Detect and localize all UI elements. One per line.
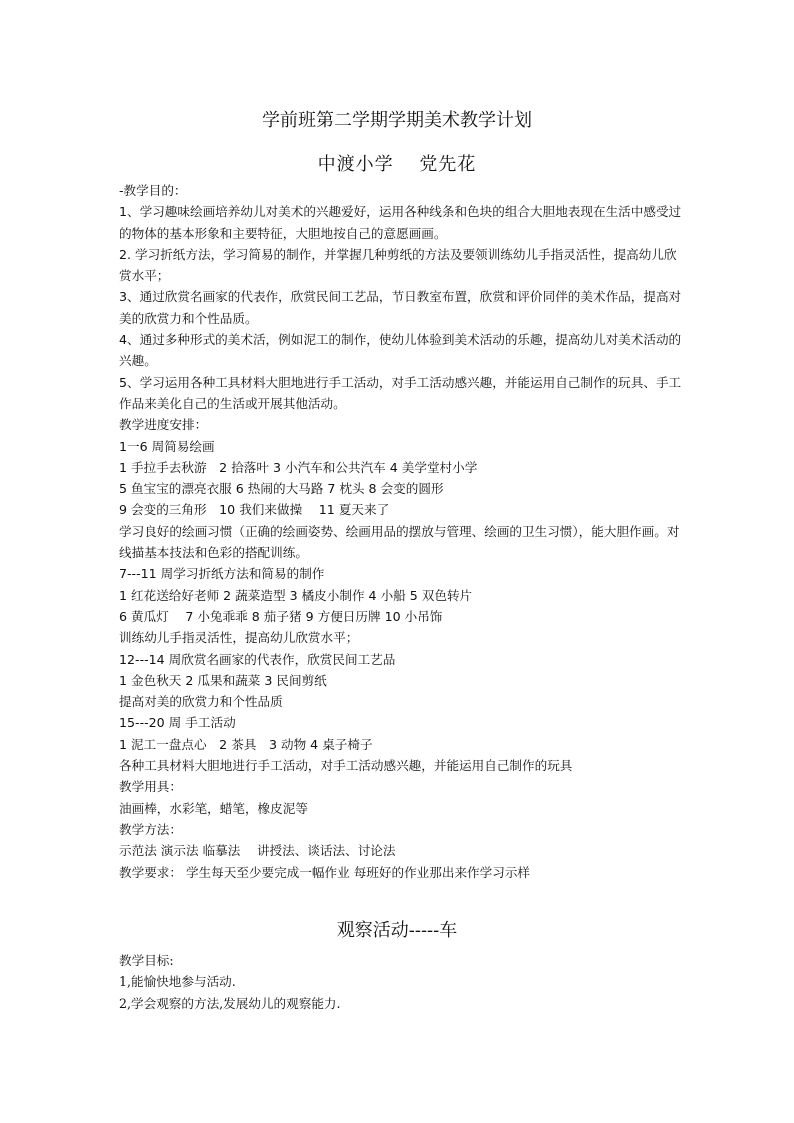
lesson-list: 9 会变的三角形 10 我们来做操 11 夏天来了: [119, 502, 390, 518]
goal-item: 2. 学习折纸方法，学习简易的制作，并掌握几种剪纸的方法及要领训练幼儿手指灵活性，提高幼儿欣赏水平；: [119, 246, 677, 284]
lesson-list: 6 黄瓜灯 7 小兔乖乖 8 茄子猪 9 方便日历牌 10 小吊饰: [119, 608, 443, 624]
tools-heading: 教学用具：: [119, 779, 182, 795]
methods-heading: 教学方法：: [119, 821, 182, 837]
goals2-heading: 教学目标:: [119, 953, 174, 968]
observation-body: [119, 950, 684, 1014]
week-range-heading: 1一6 周简易绘画: [119, 438, 215, 454]
goal2-item: 1,能愉快地参与活动.: [119, 974, 236, 990]
week-note: 提高对美的欣赏力和个性品质: [119, 694, 283, 710]
week-range-heading: 12---14 周欣赏名画家的代表作，欣赏民间工艺品: [119, 651, 396, 667]
goal-item: 5、学习运用各种工具材料大胆地进行手工活动，对手工活动感兴趣，并能运用自己制作的玩具、手工作品来美化自己的生活或开展其他活动。: [119, 374, 682, 411]
lesson-list: 1 金色秋天 2 瓜果和蔬菜 3 民间剪纸: [119, 672, 327, 688]
schedule-heading: 教学进度安排：: [119, 417, 208, 433]
lesson-list: 1 手拉手去秋游 2 拾落叶 3 小汽车和公共汽车 4 美学堂村小学: [119, 459, 478, 475]
goal2-item: 2,学会观察的方法,发展幼儿的观察能力.: [119, 995, 341, 1011]
section-title: 观察活动-----车: [336, 920, 458, 941]
plan-body: [119, 180, 684, 883]
tools-list: 油画棒，水彩笔，蜡笔，橡皮泥等: [119, 800, 308, 816]
author-line: 中渡小学 党先花: [317, 154, 477, 175]
requirements-line: 教学要求： 学生每天至少要完成一幅作业 每班好的作业那出来作学习示样: [119, 864, 531, 880]
week-range-heading: 15---20 周 手工活动: [119, 715, 236, 731]
document-title: 学前班第二学期学期美术教学计划: [262, 110, 532, 131]
goal-item: 1、学习趣味绘画培养幼儿对美术的兴趣爱好，运用各种线条和色块的组合大胆地表现在生活中感受过的物体的基本形象和主要特征，大胆地按自己的意愿画画。: [119, 204, 682, 241]
lesson-list: 1 红花送给好老师 2 蔬菜造型 3 橘皮小制作 4 小船 5 双色转片: [119, 587, 473, 603]
lesson-list: 5 鱼宝宝的漂亮衣服 6 热闹的大马路 7 枕头 8 会变的圆形: [119, 481, 444, 497]
goal-item: 4、通过多种形式的美术活，例如泥工的制作，使幼儿体验到美术活动的乐趣，提高幼儿对美术活动的兴趣。: [119, 332, 682, 369]
week-range-heading: 7---11 周学习折纸方法和简易的制作: [119, 566, 325, 582]
goal-item: 3、通过欣赏名画家的代表作，欣赏民间工艺品，节日教室布置，欣赏和评价同伴的美术作品，提高对美的欣赏力和个性品质。: [119, 289, 682, 326]
week-note: 各种工具材料大胆地进行手工活动，对手工活动感兴趣，并能运用自己制作的玩具: [119, 758, 573, 774]
methods-list: 示范法 演示法 临摹法 讲授法、谈话法、讨论法: [119, 843, 396, 859]
week-note: 训练幼儿手指灵活性，提高幼儿欣赏水平；: [119, 630, 359, 646]
goals-heading: -教学目的：: [119, 183, 187, 198]
week-note: 学习良好的绘画习惯（正确的绘画姿势、绘画用品的摆放与管理、绘画的卫生习惯），能大胆作画。对线描基本技法和色彩的搭配训练。: [119, 523, 680, 561]
lesson-list: 1 泥工一盘点心 2 茶具 3 动物 4 桌子椅子: [119, 736, 373, 752]
